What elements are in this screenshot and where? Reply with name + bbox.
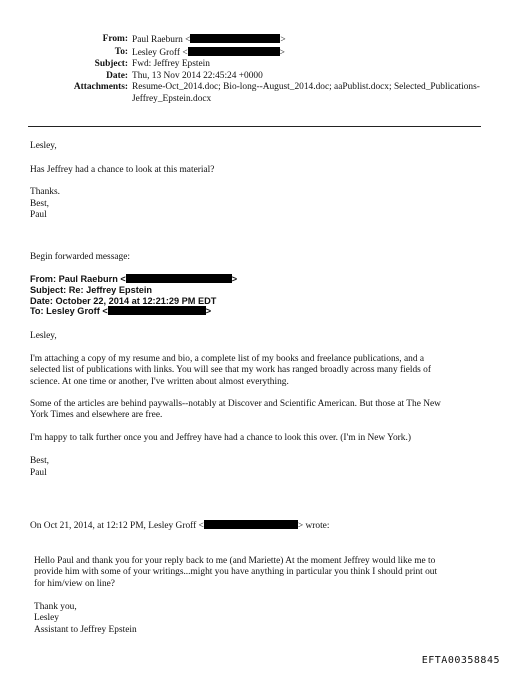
quoted-title: Assistant to Jeffrey Epstein: [34, 624, 137, 635]
signature: Paul: [30, 210, 47, 220]
forward-intro: Begin forwarded message:: [30, 252, 130, 262]
quoted-attribution: [30, 520, 329, 532]
wrote-prefix: On Oct 21, 2014, at 12:12 PM, Lesley Groff <: [30, 521, 204, 531]
close-bracket: >: [231, 274, 238, 284]
forwarded-paragraph: I'm happy to talk further once you and Jeffrey have had a chance to look this over. (I'm in New York.): [30, 433, 411, 443]
close-bracket: >: [205, 306, 212, 317]
date-row: [30, 71, 490, 83]
forwarded-sign-off: Best,: [30, 456, 50, 466]
attachments-row: [30, 82, 490, 105]
quoted-message: [34, 556, 437, 590]
paragraph-line: I'm attaching a copy of my resume and bio, a complete list of my books and freelance publications, and a: [30, 354, 425, 364]
subject-value: Fwd: Jeffrey Epstein: [132, 59, 210, 70]
forwarded-date: Date: October 22, 2014 at 12:21:29 PM EDT: [30, 295, 217, 306]
quoted-signer: Lesley: [34, 613, 59, 624]
forwarded-paragraph: [30, 354, 431, 388]
redaction-box: [126, 274, 232, 283]
paragraph-line: selected list of publications with links. You will see that my work has ranged broadly across many fields of: [30, 365, 431, 376]
attachments-line: Jeffrey_Epstein.docx: [132, 93, 212, 104]
forwarded-paragraph: [30, 399, 441, 422]
redaction-box: [190, 34, 280, 43]
paragraph-line: York Times and elsewhere are free.: [30, 410, 163, 421]
attachments-line: Resume-Oct_2014.doc; Bio-long--August_2014.doc; aaPublist.docx; Selected_Publications-: [132, 82, 480, 93]
paragraph-line: Some of the articles are behind paywalls--notably at Discover and Scientific American. But those at The New: [30, 399, 441, 409]
quoted-signature: [34, 602, 137, 636]
header-divider: [28, 126, 481, 127]
forwarded-from: From: Paul Raeburn <: [30, 274, 126, 284]
forwarded-header: [30, 274, 237, 317]
attachments-label: Attachments:: [73, 82, 128, 93]
paragraph-line: science. At one time or another, I've written about almost everything.: [30, 376, 289, 387]
bates-number: EFTA00358845: [421, 655, 500, 666]
forwarded-to: To: Lesley Groff <: [30, 306, 108, 317]
redaction-box: [188, 47, 280, 56]
paragraph-line: for him/view on line?: [34, 578, 115, 589]
to-value: Lesley Groff <: [132, 47, 188, 58]
forwarded-signature: Paul: [30, 467, 47, 478]
redaction-box: [204, 520, 298, 529]
redaction-box: [108, 306, 206, 315]
paragraph-line: Hello Paul and thank you for your reply back to me (and Mariette) At the moment Jeffrey would like me to: [34, 556, 436, 566]
thanks: Thanks.: [30, 187, 60, 197]
sign-off: Best,: [30, 198, 50, 209]
to-label: To:: [114, 46, 128, 57]
to-row: [30, 47, 490, 60]
quoted-sign-off: Thank you,: [34, 602, 77, 612]
subject-row: [30, 59, 490, 71]
date-value: Thu, 13 Nov 2014 22:45:24 +0000: [132, 70, 263, 81]
forwarded-greeting: Lesley,: [30, 331, 57, 341]
date-label: Date:: [106, 70, 128, 81]
from-label: From:: [102, 34, 128, 44]
close-bracket: >: [279, 47, 285, 58]
subject-label: Subject:: [94, 59, 128, 70]
question: Has Jeffrey had a chance to look at this material?: [30, 165, 215, 175]
from-value: Paul Raeburn <: [132, 35, 191, 45]
email-header: [30, 34, 490, 106]
wrote-suffix: > wrote:: [297, 521, 330, 531]
greeting: Lesley,: [30, 141, 57, 151]
forwarded-subject: Subject: Re: Jeffrey Epstein: [30, 284, 153, 295]
close-bracket: >: [280, 35, 286, 45]
from-row: [30, 34, 490, 47]
paragraph-line: provide him with some of your writings...might you have anything in particular you think I should print out: [34, 567, 438, 578]
